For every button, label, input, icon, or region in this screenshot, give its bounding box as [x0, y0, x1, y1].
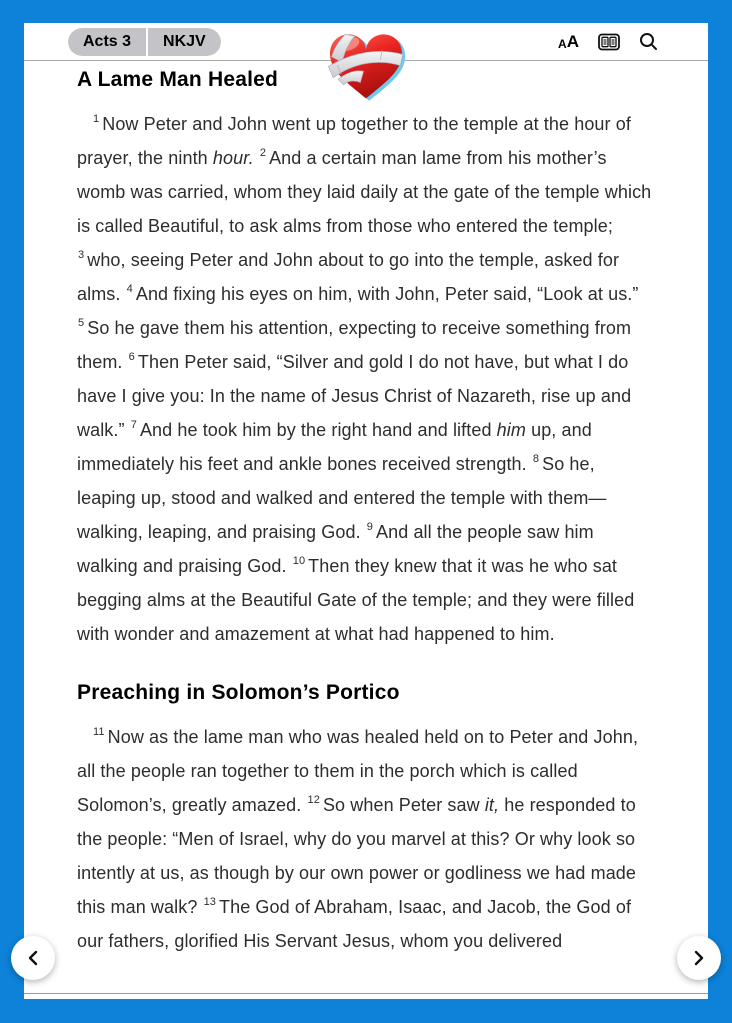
- book-chapter-button[interactable]: Acts 3: [68, 28, 146, 56]
- open-book-icon: [598, 33, 620, 51]
- verse-number: 11: [93, 726, 105, 738]
- verse-number: 12: [307, 794, 320, 806]
- book-translation-pill: [68, 28, 221, 56]
- translation-button[interactable]: NKJV: [148, 28, 221, 56]
- bottom-divider: [24, 993, 708, 994]
- verse-text: Now Peter and John went up together to the temple at the hour of prayer, the ninth: [77, 114, 631, 168]
- verse-paragraph[interactable]: [77, 107, 658, 651]
- verse-text: hour.: [212, 148, 254, 168]
- section-heading: Preaching in Solomon’s Portico: [77, 681, 400, 704]
- verse-text: And he took him by the right hand and lifted: [139, 420, 497, 440]
- verse-text: So when Peter saw: [322, 795, 485, 815]
- top-toolbar: [24, 23, 708, 61]
- verse-text: The God of Abraham, Isaac, and Jacob, the God of our fathers, glorified His Servant Jesus, whom you delivered: [77, 897, 632, 951]
- verse-text: And all the people saw him walking and praising God.: [77, 522, 594, 576]
- verse-text: it,: [484, 795, 500, 815]
- verse-text: him: [496, 420, 526, 440]
- verse-number: 13: [203, 896, 216, 908]
- verse-number: 9: [366, 521, 374, 533]
- verse-number: 4: [126, 283, 133, 295]
- previous-chapter-button[interactable]: [11, 936, 55, 980]
- verse-text: he responded to the people: “Men of Israel, why do you marvel at this? Or why look so intently at us, as though by our own power or godliness we had made this man walk?: [77, 795, 637, 917]
- verse-number: 1: [93, 113, 100, 125]
- verse-text: Then Peter said, “Silver and gold I do not have, but what I do have I give you: In the name of Jesus Christ of Nazareth, rise up and walk.”: [77, 352, 632, 440]
- verse-text: And fixing his eyes on him, with John, Peter said, “Look at us.”: [135, 284, 639, 304]
- verse-number: 2: [259, 147, 267, 159]
- section-heading: A Lame Man Healed: [77, 68, 279, 91]
- verse-number: 8: [532, 453, 540, 465]
- next-chapter-button[interactable]: [677, 936, 721, 980]
- reader-settings-button[interactable]: [598, 33, 620, 51]
- verse-number: 5: [78, 317, 85, 329]
- toolbar-actions: [558, 32, 658, 51]
- search-icon: [639, 32, 658, 51]
- verse-number: 6: [128, 351, 135, 363]
- chevron-right-icon: [693, 950, 705, 966]
- verse-paragraph[interactable]: [77, 720, 658, 958]
- text-size-large-a: A: [566, 32, 579, 51]
- verse-text: up, and immediately his feet and ankle bones received strength.: [77, 420, 592, 474]
- search-button[interactable]: [639, 32, 658, 51]
- chevron-left-icon: [27, 950, 39, 966]
- verse-text: So he gave them his attention, expecting to receive something from them.: [77, 318, 632, 372]
- text-size-small-a: A: [558, 37, 567, 51]
- verse-number: 7: [130, 419, 137, 431]
- verse-text: Then they knew that it was he who sat begging alms at the Beautiful Gate of the temple; and they were filled with wonder and amazement at what had happened to him.: [77, 556, 635, 644]
- text-size-button[interactable]: [558, 33, 579, 50]
- verse-number: 10: [292, 555, 306, 567]
- chapter-content: [24, 66, 708, 958]
- reader-page: [24, 23, 708, 999]
- verse-number: 3: [78, 249, 85, 261]
- verse-text: So he, leaping up, stood and walked and entered the temple with them—walking, leaping, and praising God.: [77, 454, 607, 542]
- verse-text: And a certain man lame from his mother’s womb was carried, whom they laid daily at the gate of the temple which is called Beautiful, to ask alms from those who entered the temple;: [77, 148, 652, 236]
- verse-text: who, seeing Peter and John about to go into the temple, asked for alms.: [77, 250, 620, 304]
- verse-text: Now as the lame man who was healed held on to Peter and John, all the people ran together to them in the porch which is called Solomon’s, greatly amazed.: [77, 727, 639, 815]
